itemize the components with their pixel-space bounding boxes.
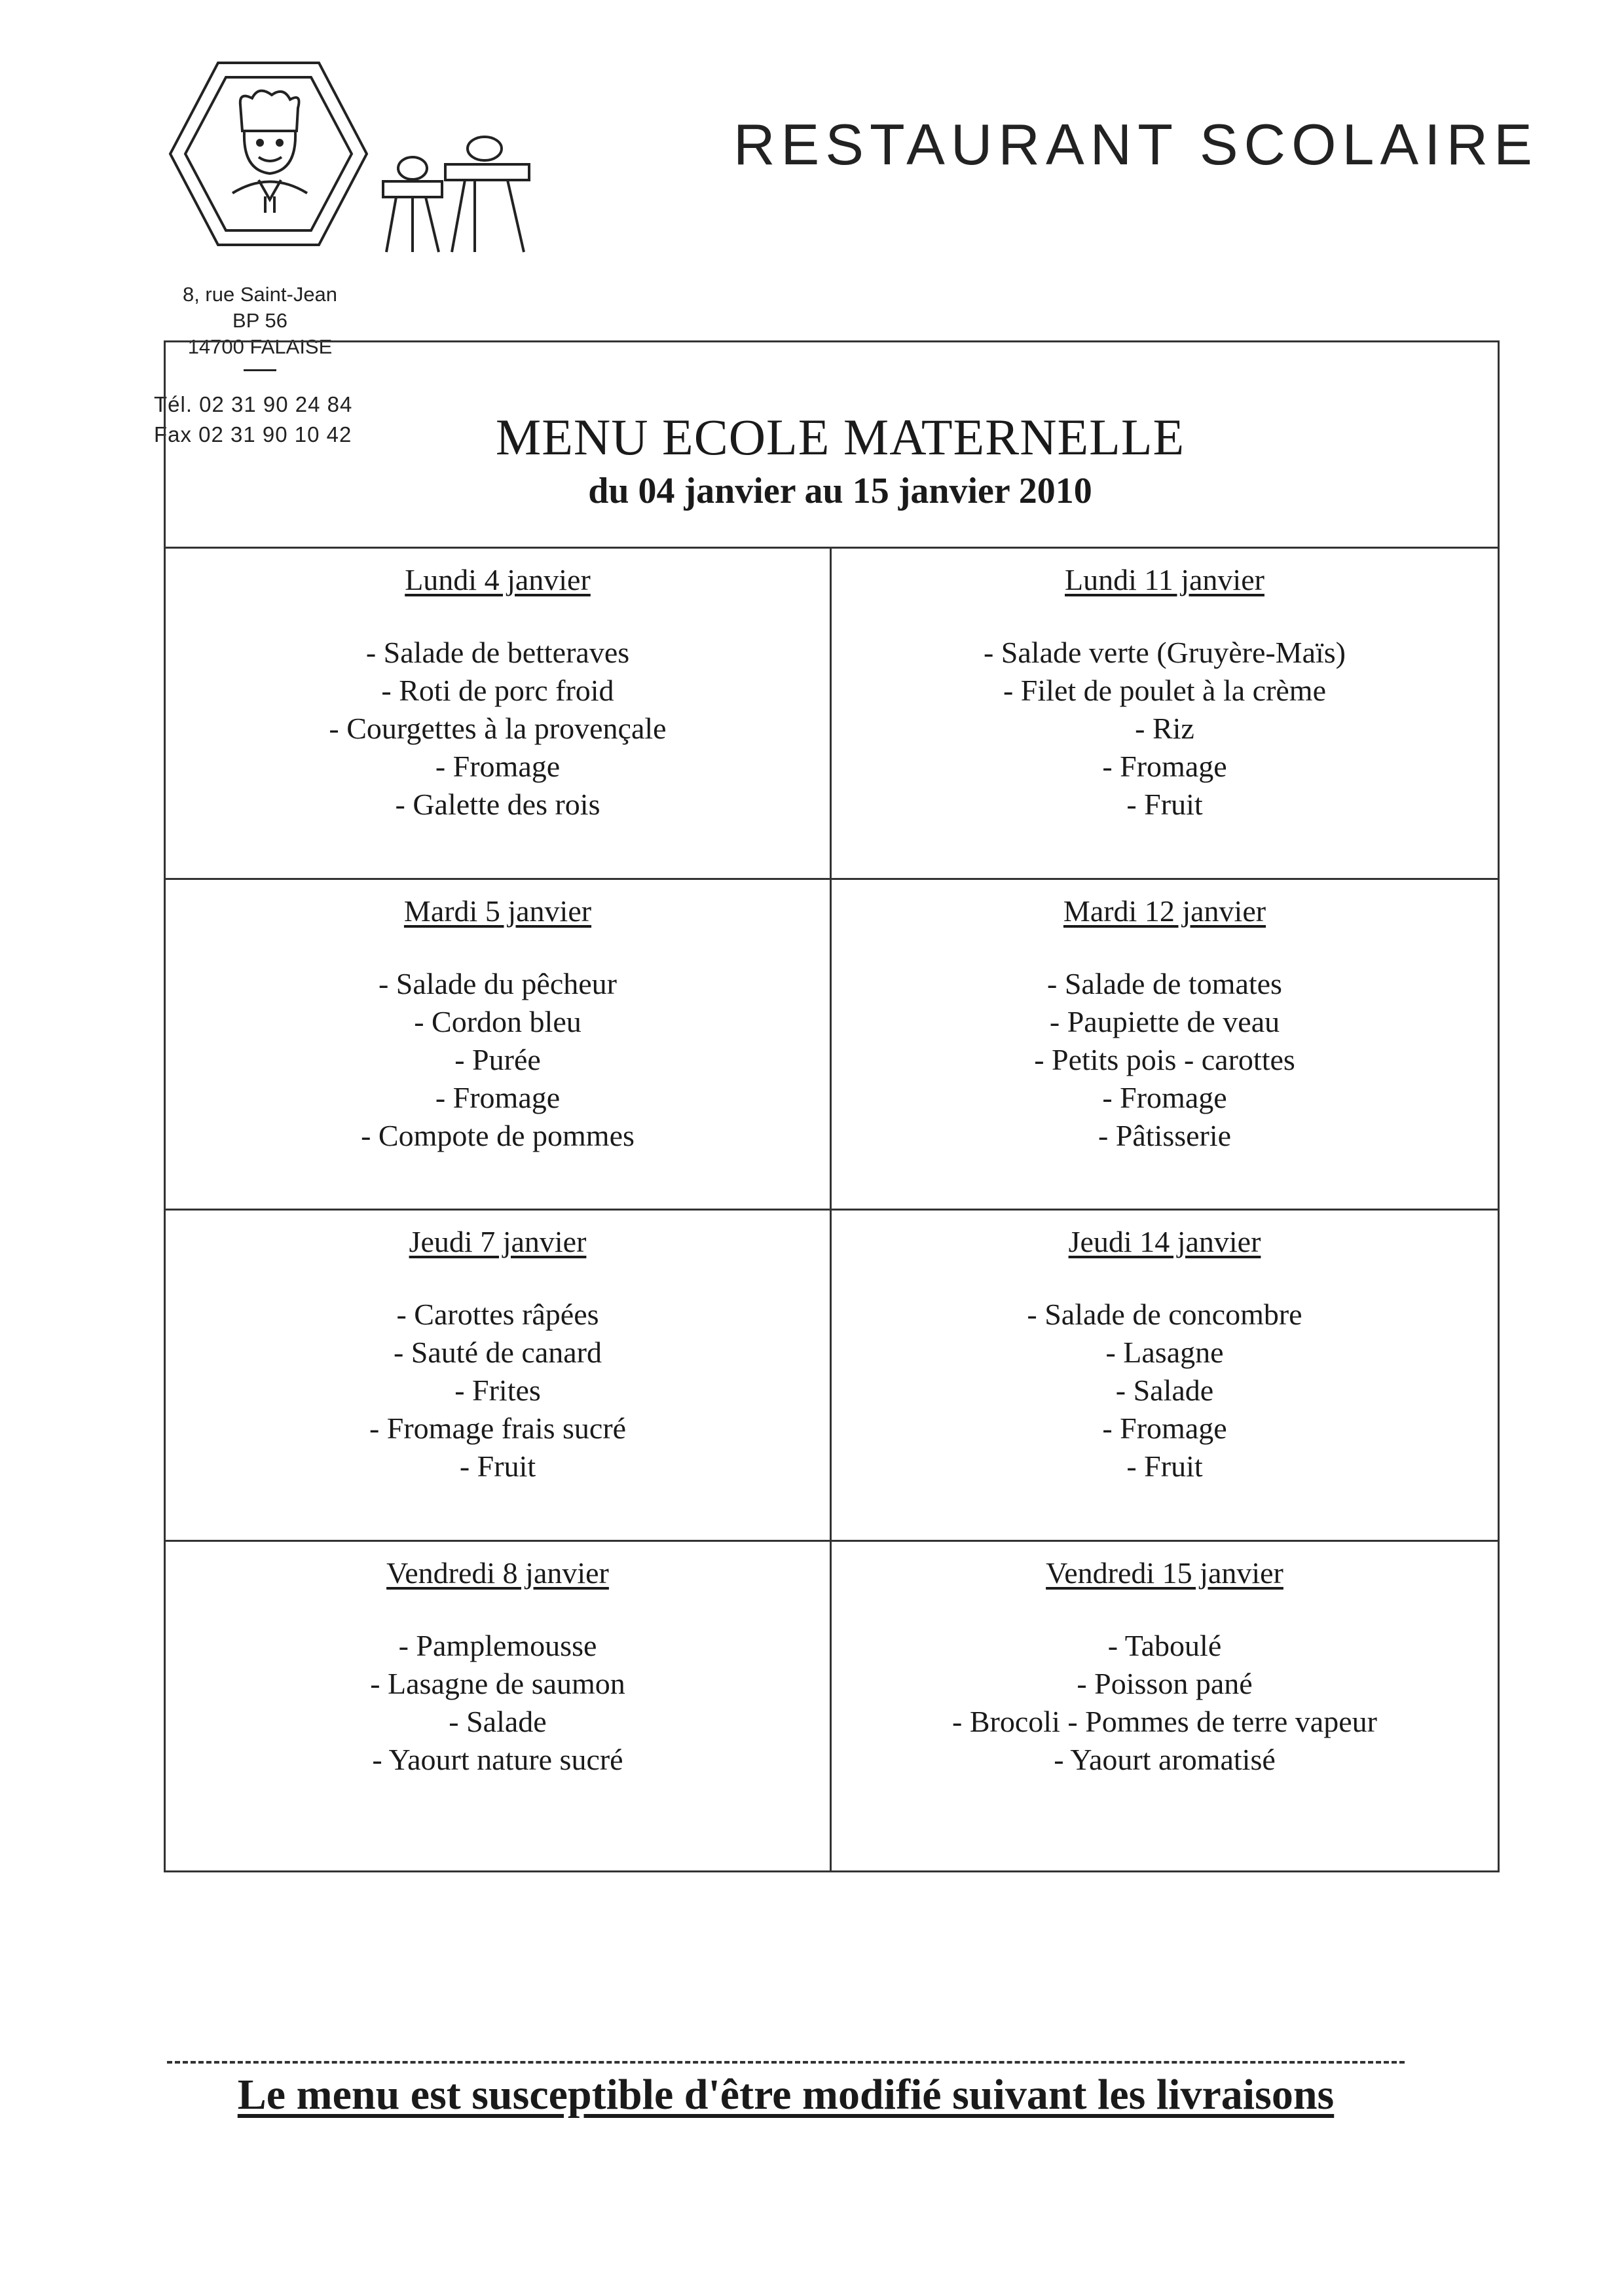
dish-list bbox=[166, 1627, 830, 1779]
dish-item: - Fruit bbox=[459, 1449, 536, 1483]
dish-item: - Brocoli - Pommes de terre vapeur bbox=[952, 1704, 1377, 1738]
dish-item: - Poisson pané bbox=[1077, 1666, 1253, 1700]
dish-item: - Lasagne bbox=[1105, 1336, 1224, 1369]
day-heading: Jeudi 14 janvier bbox=[1068, 1225, 1261, 1258]
menu-title-box bbox=[166, 342, 1498, 549]
dish-item: - Filet de poulet à la crème bbox=[1003, 674, 1327, 707]
dish-list bbox=[832, 1627, 1498, 1779]
dish-item: - Fromage bbox=[435, 1080, 561, 1114]
dish-item: - Galette des rois bbox=[395, 788, 600, 821]
dish-list bbox=[832, 965, 1498, 1155]
dish-item: - Salade verte (Gruyère-Maïs) bbox=[983, 636, 1346, 669]
day-heading: Vendredi 15 janvier bbox=[1046, 1556, 1283, 1590]
day-heading: Mardi 5 janvier bbox=[403, 894, 592, 928]
menu-grid bbox=[166, 549, 1498, 1872]
day-cell bbox=[832, 1211, 1498, 1542]
dish-item: - Pamplemousse bbox=[398, 1628, 597, 1662]
dashed-divider bbox=[167, 2061, 1405, 2064]
day-cell bbox=[166, 1542, 832, 1873]
dish-item: - Fromage bbox=[1102, 1080, 1227, 1114]
day-cell bbox=[832, 880, 1498, 1211]
dish-item: - Salade bbox=[1115, 1374, 1214, 1407]
dish-item: - Salade bbox=[449, 1704, 547, 1738]
address-street: 8, rue Saint-Jean bbox=[182, 283, 338, 306]
children-at-table-icon bbox=[377, 134, 537, 259]
dish-item: - Petits pois - carottes bbox=[1034, 1042, 1295, 1076]
restaurant-brand-title: RESTAURANT SCOLAIRE bbox=[733, 112, 1538, 177]
dish-item: - Frites bbox=[454, 1374, 541, 1407]
menu-change-notice: Le menu est susceptible d'être modifié suivant les livraisons bbox=[237, 2071, 1335, 2119]
dish-item: - Salade de tomates bbox=[1047, 966, 1282, 1000]
dish-item: - Fromage frais sucré bbox=[369, 1412, 627, 1445]
day-heading: Lundi 4 janvier bbox=[405, 563, 591, 596]
dish-item: - Fruit bbox=[1126, 788, 1203, 821]
dish-item: - Salade du pêcheur bbox=[378, 966, 617, 1000]
dish-list bbox=[166, 965, 830, 1155]
day-heading: Lundi 11 janvier bbox=[1065, 563, 1264, 596]
dish-item: - Salade de concombre bbox=[1027, 1298, 1302, 1331]
dish-item: - Courgettes à la provençale bbox=[329, 712, 667, 745]
dish-item: - Riz bbox=[1135, 712, 1194, 745]
menu-frame bbox=[164, 340, 1500, 1872]
dish-list bbox=[832, 1296, 1498, 1485]
dish-list bbox=[166, 1296, 830, 1485]
dish-item: - Salade de betteraves bbox=[365, 636, 630, 669]
day-cell bbox=[166, 549, 832, 880]
dish-item: - Compote de pommes bbox=[361, 1118, 635, 1152]
dish-item: - Carottes râpées bbox=[396, 1298, 599, 1331]
day-heading: Vendredi 8 janvier bbox=[386, 1556, 609, 1590]
dish-item: - Pâtisserie bbox=[1098, 1118, 1232, 1152]
dish-item: - Paupiette de veau bbox=[1049, 1004, 1280, 1038]
dish-item: - Yaourt nature sucré bbox=[372, 1742, 623, 1776]
dish-item: - Fruit bbox=[1126, 1449, 1203, 1483]
day-heading: Jeudi 7 janvier bbox=[409, 1225, 587, 1258]
dish-item: - Fromage bbox=[435, 750, 561, 783]
chef-logo-icon bbox=[167, 59, 370, 249]
dish-item: - Fromage bbox=[1102, 750, 1227, 783]
menu-title: MENU ECOLE MATERNELLE bbox=[495, 409, 1185, 465]
dish-item: - Cordon bleu bbox=[414, 1004, 581, 1038]
dish-list bbox=[832, 634, 1498, 824]
dish-list bbox=[166, 634, 830, 824]
day-cell bbox=[832, 549, 1498, 880]
dish-item: - Sauté de canard bbox=[393, 1336, 602, 1369]
dish-item: - Roti de porc froid bbox=[381, 674, 614, 707]
dish-item: - Purée bbox=[454, 1042, 541, 1076]
menu-date-range: du 04 janvier au 15 janvier 2010 bbox=[588, 471, 1092, 511]
day-heading: Mardi 12 janvier bbox=[1063, 894, 1266, 928]
phone-number: Tél. 02 31 90 24 84 bbox=[154, 392, 353, 416]
dish-item: - Lasagne de saumon bbox=[370, 1666, 625, 1700]
dish-item: - Yaourt aromatisé bbox=[1054, 1742, 1276, 1776]
day-cell bbox=[166, 880, 832, 1211]
address-bp: BP 56 bbox=[232, 309, 287, 332]
dish-item: - Taboulé bbox=[1107, 1628, 1222, 1662]
day-cell bbox=[166, 1211, 832, 1542]
address-city: 14700 FALAISE bbox=[187, 335, 333, 358]
dish-item: - Fromage bbox=[1102, 1412, 1227, 1445]
fax-number: Fax 02 31 90 10 42 bbox=[154, 422, 352, 446]
day-cell bbox=[832, 1542, 1498, 1873]
